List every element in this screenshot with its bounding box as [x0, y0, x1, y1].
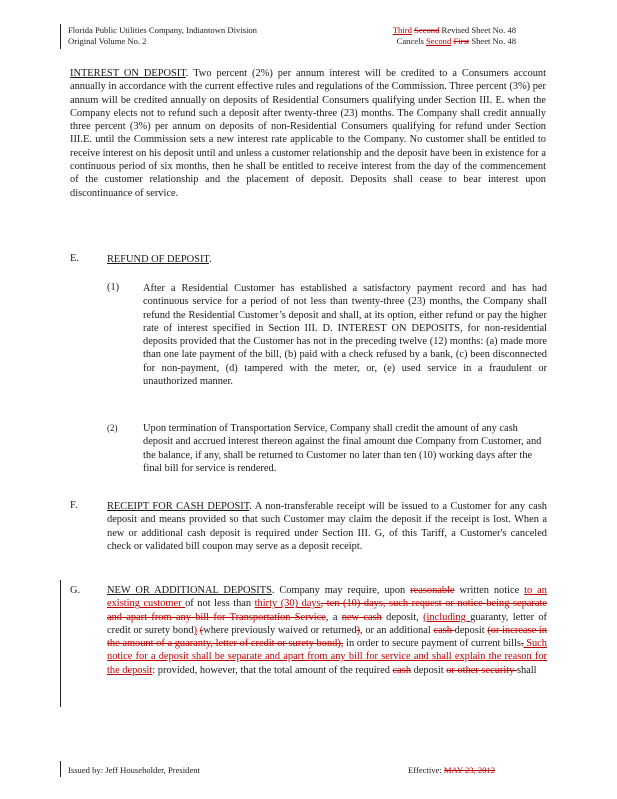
g-text-13: deposit: [411, 664, 447, 676]
g-inserted-3: (including: [423, 611, 471, 623]
revision-margin-bar: [60, 580, 61, 707]
revised-sheet-deleted: Second: [414, 25, 440, 35]
item-1-number: (1): [107, 282, 120, 293]
g-text-10: deposit: [454, 624, 488, 636]
g-text-8: where previously waived or returned: [203, 624, 357, 636]
volume-number: Original Volume No. 2: [68, 36, 147, 46]
g-inserted-2: thirty (30) days: [254, 598, 321, 610]
revised-sheet-inserted: Third: [392, 25, 412, 35]
g-text-9: , or an additional: [360, 624, 434, 636]
interest-heading: INTEREST ON DEPOSIT: [70, 68, 186, 79]
effective-date: [408, 765, 495, 776]
new-deposits-heading: NEW OR ADDITIONAL DEPOSITS: [107, 585, 272, 596]
section-e-letter: E.: [70, 253, 79, 264]
refund-item-2: Upon termination of Transportation Service, Company shall credit the amount of any cash deposit and accrued interest thereon against the final amount due Company from Customer, and the balance, if any, shall be returned to Customer no later than ten (10) working days after the final bill for service is rendered.: [143, 423, 542, 474]
g-inserted-1: to an existing customer: [107, 585, 547, 610]
cancels-deleted: First: [453, 36, 470, 46]
receipt-text: . A non-transferable receipt will be issued to a Customer for any cash deposit and means provided so that such Customer may claim the deposit if the receipt is lost. When a new or additional cash deposit is required under Section III. G, of this Tariff, a Customer's canceled check or validated bill coupon may serve as a deposit receipt.: [107, 501, 547, 552]
cancels-sheet-line: [330, 36, 516, 47]
g-deleted-5: ): [356, 624, 361, 636]
g-text-5: deposit,: [381, 611, 424, 623]
g-text-6: guaranty, letter of credit or surety bond: [107, 611, 548, 636]
new-deposits-paragraph: [107, 584, 547, 677]
section-g-letter: G.: [70, 585, 81, 596]
effective-label: Effective:: [408, 765, 444, 775]
interest-text: . Two percent (2%) per annum interest will be credited to a Consumers account annually in accordance with the current effective rules and regulations of the Commission. Three percent (3%) per annum will be credited annually on deposits of Residential Consumers qualifying under Section III. E. when the Company elects not to refund such a deposit after twenty-three (23) months. The Company shall credit annually three percent (3%) per annum on deposits of non-Residential Consumers qualifying for refund under Section III.E. until the Commission sets a new interest rate applicable to the Company. No customer shall be entitled to receive interest on his deposit until and unless a customer relationship and the deposit have been in existence for a continuous period of six months, then he shall be entitled to receive interest from the day of the commencement of the customer relationship and the placement of deposit. Deposits shall cease to bear interest upon discontinuance of service.: [70, 68, 546, 199]
g-inserted-4: ): [193, 624, 198, 636]
g-deleted-4: (: [199, 624, 204, 636]
g-deleted-10: or other security: [446, 664, 517, 676]
g-deleted-9: cash: [392, 664, 412, 676]
g-text-3: of not less than: [185, 598, 255, 610]
interest-on-deposit-paragraph: [70, 67, 546, 200]
g-inserted-5: Such notice for a deposit shall be separate and apart from any bill for service and shall explain the reason for the deposit: [107, 638, 547, 676]
g-deleted-7: (or increase in the amount of a guaranty, letter of credit or surety bond),: [107, 624, 547, 650]
g-deleted-8: .: [520, 638, 524, 650]
receipt-heading: RECEIPT FOR CASH DEPOSIT: [107, 501, 250, 512]
g-deleted-3: new cash: [341, 611, 382, 623]
company-name: Florida Public Utilities Company, Indiantown Division: [68, 25, 257, 35]
g-text-11: in order to secure payment of current bills: [343, 638, 521, 650]
header-right: [330, 25, 516, 47]
g-deleted-2: , ten (10) days, such request or notice being separate and apart from any bill for Transportation Service: [107, 598, 547, 623]
cancels-label: Cancels: [396, 36, 426, 46]
section-e-heading: [107, 253, 212, 266]
g-text-14: shall: [516, 664, 537, 676]
receipt-paragraph: [107, 500, 547, 553]
issued-by: Issued by: Jeff Householder, President: [68, 765, 200, 775]
revised-sheet-text: Revised Sheet No. 48: [439, 25, 516, 35]
refund-item-1: After a Residential Customer has established a satisfactory payment record and has had continuous service for a period of not less than twenty-three (23) months, the Company shall refund the Residential Customer’s deposit and shall, at its option, either refund or pay the higher rate of interest specified in Section III. D. INTEREST ON DEPOSITS, for non-residential deposits provided that the Customer has not in the preceding twelve (12) months: (a) made more than one late payment of the bill, (b) paid with a check refused by a bank, (c) been disconnected for non-payment, (d) tampered with the meter, or, (e) used service in a fraudulent or unauthorized manner.: [143, 283, 547, 388]
refund-heading-period: .: [209, 254, 212, 265]
g-text-12: : provided, however, that the total amount of the required: [152, 664, 393, 676]
section-f-letter: F.: [70, 500, 78, 511]
cancels-text: Sheet No. 48: [469, 36, 516, 46]
g-text-2: written notice: [454, 585, 525, 596]
item-2-number: (2): [107, 423, 118, 433]
header-margin-bar: [60, 24, 61, 49]
g-deleted-6: cash: [433, 624, 455, 636]
effective-deleted-date: MAY 23, 2012: [443, 765, 496, 775]
g-text-1: . Company may require, upon: [271, 585, 411, 596]
revised-sheet-line: [330, 25, 516, 36]
cancels-inserted: Second: [425, 36, 452, 46]
g-text-4: , a: [325, 611, 342, 623]
header-left: [68, 25, 368, 47]
refund-heading: REFUND OF DEPOSIT: [107, 254, 209, 265]
g-deleted-1: reasonable: [410, 585, 455, 596]
footer-margin-bar: [60, 761, 61, 777]
